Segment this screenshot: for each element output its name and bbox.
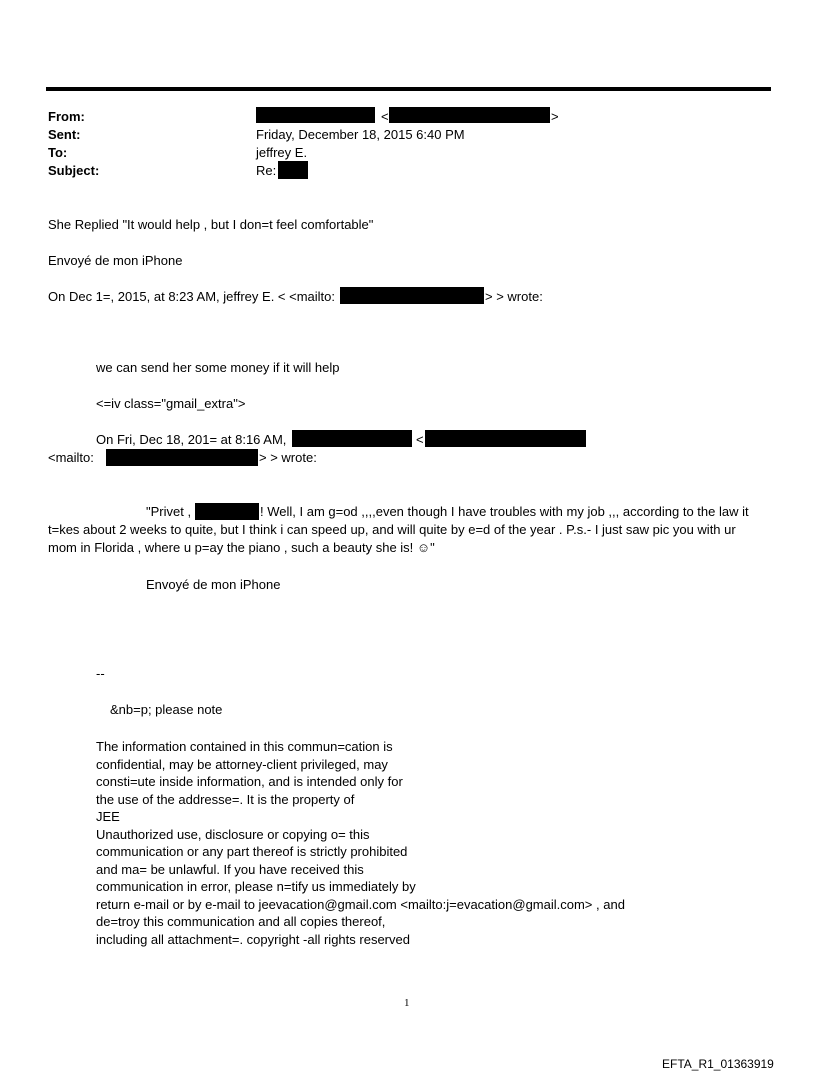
from-lt: < (381, 109, 389, 124)
quote-header-2-lt: < (416, 432, 424, 447)
redaction-mailto-1 (340, 287, 484, 304)
sent-value: Friday, December 18, 2015 6:40 PM (256, 127, 465, 142)
reply-line: She Replied "It would help , but I don=t feel comfortable" (48, 217, 374, 232)
disclaimer-line: the use of the addresse=. It is the property of (96, 791, 355, 807)
redaction-mailto-2 (106, 449, 258, 466)
quote-header-2-end: > > wrote: (259, 450, 317, 465)
disclaimer-line: return e-mail or by e-mail to jeevacation@gmail.com <mailto:j=evacation@gmail.com> , and (96, 896, 625, 912)
disclaimer-line: and ma= be unlawful. If you have received this (96, 861, 364, 877)
page-number: 1 (404, 997, 410, 1009)
subject-value: Re: (256, 163, 277, 178)
redaction-from-email (389, 107, 550, 123)
confidentiality-disclaimer (96, 738, 625, 948)
signature-separator: -- (96, 666, 105, 681)
to-label: To: (48, 145, 68, 160)
sent-from-iphone: Envoyé de mon iPhone (48, 253, 183, 268)
message-line-1: ! Well, I am g=od ,,,,even though I have troubles with my job ,,, according to the law it (260, 504, 749, 519)
disclaimer-line: JEE (96, 809, 120, 824)
sent-label: Sent: (48, 127, 81, 142)
redaction-recipient-name (195, 503, 259, 520)
please-note: &nb=p; please note (110, 702, 223, 717)
message-greeting: "Privet , (146, 504, 192, 519)
message-line-3: mom in Florida , where u p=ay the piano , such a beauty she is! ☺" (48, 540, 435, 555)
quote-header-2-mailto: <mailto: (48, 450, 94, 465)
quote-header-1: On Dec 1=, 2015, at 8:23 AM, jeffrey E. < <mailto: (48, 289, 336, 304)
disclaimer-line: de=troy this communication and all copies thereof, (96, 914, 386, 929)
quote-header-1-end: > > wrote: (485, 289, 543, 304)
disclaimer-line: The information contained in this commun=cation is (96, 739, 393, 754)
header-rule (46, 87, 771, 91)
disclaimer-line: including all attachment=. copyright -all rights reserved (96, 931, 410, 947)
subject-label: Subject: (48, 163, 100, 178)
disclaimer-line: communication in error, please n=tify us immediately by (96, 879, 416, 894)
message-line-2: t=kes about 2 weeks to quite, but I think i can speed up, and will quite by e=d of the year . P.s.- I just saw pic you with ur (48, 522, 736, 537)
document-id-footer: EFTA_R1_01363919 (662, 1057, 774, 1071)
redaction-subject (278, 161, 308, 179)
disclaimer-line: confidential, may be attorney-client privileged, may (96, 756, 388, 772)
disclaimer-line: Unauthorized use, disclosure or copying o= this (96, 826, 370, 842)
quote-header-2: On Fri, Dec 18, 201= at 8:16 AM, (96, 432, 287, 447)
disclaimer-line: consti=ute inside information, and is intended only for (96, 774, 403, 789)
redaction-sender-email (425, 430, 586, 447)
redaction-sender-name (292, 430, 412, 447)
from-gt: > (551, 109, 559, 124)
quoted-html-fragment: <=iv class="gmail_extra"> (96, 396, 246, 411)
disclaimer-line: communication or any part thereof is strictly prohibited (96, 844, 408, 859)
to-value: jeffrey E. (256, 145, 308, 160)
quoted-money-line: we can send her some money if it will help (96, 360, 340, 375)
sent-from-iphone-2: Envoyé de mon iPhone (146, 577, 281, 592)
from-label: From: (48, 109, 85, 124)
redaction-from-name (256, 107, 375, 123)
